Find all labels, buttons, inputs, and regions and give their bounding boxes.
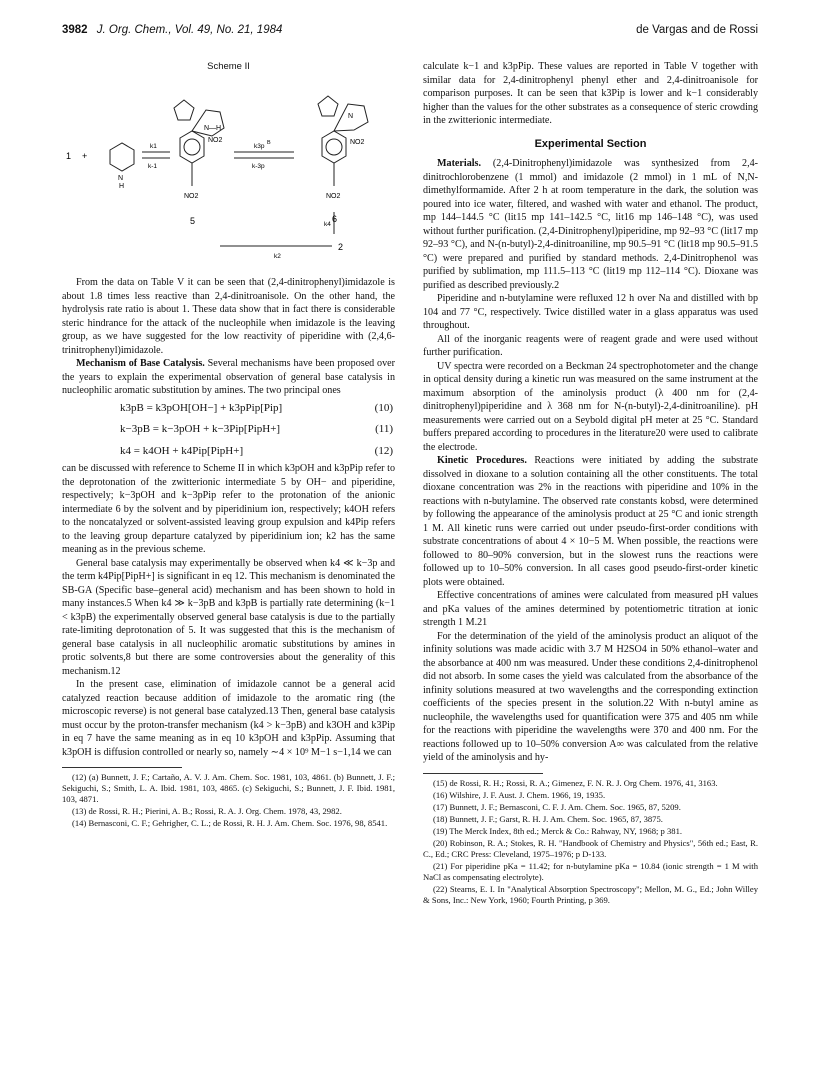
compound-2-label: 2 <box>338 241 344 252</box>
piperidine-h-label: H <box>119 182 125 190</box>
para-no2-6-label: NO2 <box>326 192 341 200</box>
author-line: de Vargas and de Rossi <box>636 24 758 36</box>
footnote: (20) Robinson, R. A.; Stokes, R. H. "Handbook of Chemistry and Physics", 56th ed.; East, R. C., Ed.; CRC Press: Cleveland, 1975–1976; p D-133. <box>423 837 758 859</box>
equation-12: k4 = k4OH + k4Pip[PipH+] (12) <box>120 444 393 457</box>
paragraph: General base catalysis may experimentally be observed when k4 ≪ k−3p and the term k4Pip[PipH+] is significant in eq 12. This mechanism is denominated the SB-GA (Specific base–general acid) mechanism and has been shown to hold in many instances.5 When k4 ≫ k−3pB and k3pB is partially rate determining (k−1 < k3pB) the experimentally observed general base catalysis is due to the partially rate-limiting deprotonation of 5. It was suggested that this is the mechanism of general base catalysis in all nucleophilic aromatic substitutions by amines in protic solvents,8 but there are some controversies about the generality of this mechanism.12 <box>62 557 395 677</box>
subsection-runin-heading: Materials. <box>437 158 482 169</box>
compound-5-label: 5 <box>190 215 196 226</box>
rate-k-minus3p-label: k-3p <box>252 162 265 170</box>
subsection-runin-heading: Kinetic Procedures. <box>437 455 527 466</box>
para-no2-5-label: NO2 <box>184 192 199 200</box>
footnote: (22) Stearns, E. I. In "Analytical Absorption Spectroscopy"; Mellon, M. G., Ed.; John Willey & Sons, Inc.: New York, 1960; Fourth Printing, p 369. <box>423 883 758 905</box>
rate-k3p-label: k3p <box>254 142 265 150</box>
intermediate-nh-label: N—H <box>204 124 222 132</box>
compound-1-label: 1 <box>66 150 72 161</box>
section-runin-heading: Mechanism of Base Catalysis. <box>76 358 205 369</box>
paragraph: can be discussed with reference to Scheme II in which k3pOH and k3pPip refer to the deprotonation of the zwitterionic intermediate 5 by OH− and piperidine, respectively; k−3pOH and k−3pPip refer to the protonation of the anionic intermediate 6 by the solvent and by piperidinium ion, respectively; k4OH refers to the noncatalyzed or solvent-assisted leaving group expulsion and k4Pip refers to the leaving group departure catalyzed by piperidinium ion; k2 has the same meaning as in the previous scheme. <box>62 463 395 555</box>
footnote: (14) Bernasconi, C. F.; Gehrigher, C. L.; de Rossi, R. H. J. Am. Chem. Soc. 1976, 98, 8541. <box>72 818 388 828</box>
paragraph: From the data on Table V it can be seen that (2,4-dinitrophenyl)imidazole is about 1.8 times less reactive than 2,4-dinitroanisole. On the other hand, the hydrolysis rate ratio is about 1. These data show that in fact there is considerable steric hindrance for the attack of the nucleophile when imidazole is the leaving group, as we have suggested for the low reactivity of piperidine with (2,4,6-trinitrophenyl)imidazole. <box>62 277 395 356</box>
paragraph: Mechanism of Base Catalysis. Several mechanisms have been proposed over the years to explain the experimental observation of general base catalysis in nucleophilic aromatic substitution by amines. The two principal ones <box>62 358 395 396</box>
rate-k-minus1-label: k-1 <box>148 162 158 170</box>
rate-k4-label: k4 <box>324 220 331 228</box>
ortho-no2-5-label: NO2 <box>208 136 223 144</box>
journal-citation: J. Org. Chem., Vol. 49, No. 21, 1984 <box>96 24 283 36</box>
paragraph: Materials. (2,4-Dinitrophenyl)imidazole was synthesized from 2,4-dinitrochlorobenzene (1 mmol) and imidazole (2 mmol) in 1 mL of N,N-dimethylformamide. After 2 h at room temperature in the dark, the solution was poured into ice water, filtered, and washed with water and ethanol. The product, mp 144–144.5 °C (lit15 mp 141–142.5 °C, lit16 mp 146–148 °C), was used without further purification. (2,4-Dinitrophenyl)piperidine, mp 92–93 °C (lit17 mp 92–93 °C), and N-(n-butyl)-2,4-dinitroaniline, mp 90.5–91 °C (lit18 mp 90.5–91.5 °C) were prepared and purified by standard methods. 2,4-Dinitrophenol was purified by sublimation, mp 111.5–113 °C (lit19 mp 112–114 °C). Dioxane was purified as described previously.2 <box>423 158 758 291</box>
paragraph: In the present case, elimination of imidazole cannot be a general acid catalyzed reaction because addition of imidazole to the aromatic ring (the microscopic reverse) is not general base catalyzed.13 Then, general base catalysis must occur by the proton-transfer mechanism (k4 > k−3pB) and k3OH and k3Pip in eq 7 have the same meaning as in eq 10 k3pOH and k3pPip. Assuming that k3pOH is diffusion controlled or nearly so, namely ∼4 × 10⁹ M−1 s−1,14 we can <box>62 679 395 758</box>
ortho-no2-6-label: NO2 <box>350 138 365 146</box>
plus-sign: + <box>82 150 88 161</box>
rate-k2-label: k2 <box>274 252 281 260</box>
compound-6-label: 6 <box>332 213 338 224</box>
right-column <box>423 60 758 907</box>
footnote: (17) Bunnett, J. F.; Bernasconi, C. F. J. Am. Chem. Soc. 1965, 87, 5209. <box>433 801 681 812</box>
piperidine-n-label: N <box>118 174 124 182</box>
paragraph: All of the inorganic reagents were of reagent grade and were used without further purification. <box>423 333 758 358</box>
intermediate-n-label: N <box>348 112 354 120</box>
rate-k3p-superscript: B <box>267 139 271 146</box>
paragraph: UV spectra were recorded on a Beckman 24 spectrophotometer and the change in optical density during a kinetic run was measured on the same instrument at the maximum absorption of the aminolysis product (λ 400 nm for (2,4-dinitrophenyl)piperidine and λ 368 nm for N-(n-butyl)-2,4-dinitroaniline). pH measurements were carried out on a Seybold digital pH meter at 25 °C. Standard buffers prepared according to procedures in the literature20 were used to calibrate the electrode. <box>423 360 758 453</box>
left-column <box>62 60 395 830</box>
footnote: (16) Wilshire, J. F. Aust. J. Chem. 1966, 19, 1935. <box>433 789 606 800</box>
section-heading: Experimental Section <box>534 137 647 150</box>
scheme-title: Scheme II <box>207 61 250 72</box>
footnote-divider <box>423 773 543 774</box>
footnote: (21) For piperidine pKa = 11.42; for n-butylamine pKa = 10.84 (ionic strength = 1 M with NaCl as compensating electrolyte). <box>423 860 758 882</box>
paragraph: Effective concentrations of amines were calculated from measured pH values and pKa values of the amines determined by potentiometric titration at ionic strength 1 M.21 <box>423 590 758 628</box>
footnote: (13) de Rossi, R. H.; Pierini, A. B.; Rossi, R. A. J. Org. Chem. 1978, 43, 2982. <box>72 806 342 816</box>
reaction-scheme-diagram <box>62 74 395 270</box>
paragraph: For the determination of the yield of the aminolysis product an aliquot of the infinity solutions was made acidic with 3.7 M H2SO4 in 50% ethanol–water and the absorbance at 400 nm was measured. Under these conditions 2,4-dinitrophenol did not absorb. In some cases the yield was calculated from the absorbance of the infinity solutions measured at two wavelengths and the corresponding extinction coefficients of the species present in the solution.22 With n-butyl amine as nucleophile, the wavelengths used for quantification were 375 and 405 nm while for the reactions with piperidine the wavelengths were 370 and 400 nm. For the reactions followed up to 10–50% conversion A∞ was calculated from the relative yield of the aminolysis and hy- <box>423 630 758 763</box>
rate-k1-label: k1 <box>150 142 157 150</box>
footnote-divider <box>62 767 182 768</box>
scheme-ii <box>62 60 395 270</box>
equation-10: k3pB = k3pOH[OH−] + k3pPip[Pip] (10) <box>120 401 393 414</box>
footnote: (12) (a) Bunnett, J. F.; Cartaño, A. V. J. Am. Chem. Soc. 1981, 103, 4861. (b) Bunnett, J. F.; Sekiguchi, S.; Smith, L. A. Ibid. 1981, 103, 4865. (c) Sekiguchi, S.; Bunnett, J. F. Ibid. 1981, 103, 4871. <box>62 772 395 804</box>
paragraph: calculate k−1 and k3pPip. These values are reported in Table V together with similar data for 2,4-dinitrophenyl phenyl ether and 2,4-dinitroanisole for comparison purposes. It can be seen that k3Pip is lower and k−1 considerably higher than the values for the other substrates as a consequence of steric crowding in the zwitterionic intermediate. <box>423 61 758 126</box>
paragraph: Piperidine and n-butylamine were refluxed 12 h over Na and distilled with bp 104 and 77 °C, respectively. Twice distilled water in a glass apparatus was used throughout. <box>423 293 758 331</box>
footnotes-right <box>423 778 758 906</box>
footnote: (19) The Merck Index, 8th ed.; Merck & Co.: Rahway, NY, 1968; p 381. <box>433 825 683 836</box>
paragraph: Kinetic Procedures. Reactions were initiated by adding the substrate dissolved in dioxane to a solution containing all the other constituents. The total dioxane concentration was 2% in the reactions with piperidine and 10% in the reactions with n-butylamine. The observed rate constants kobsd, were determined by following the appearance of the aminolysis product at 25 °C and ionic strength 1 M. All kinetic runs were carried out under pseudo-first-order conditions with substrate concentrations of about 4 × 10−5 M. When possible, the reactions were followed to 80–90% conversion, but in the slowest runs the reactions were followed up to 10–50% conversion. In all cases good pseudo-first-order kinetic plots were obtained. <box>423 455 758 588</box>
running-header <box>62 24 758 44</box>
equation-11: k−3pB = k−3pOH + k−3Pip[PipH+] (11) <box>120 423 393 435</box>
footnotes-left <box>62 772 395 829</box>
footnote: (15) de Rossi, R. H.; Rossi, R. A.; Gimenez, F. N. R. J. Org Chem. 1976, 41, 3163. <box>433 777 718 788</box>
footnote: (18) Bunnett, J. F.; Garst, R. H. J. Am. Chem. Soc. 1965, 87, 3875. <box>433 813 663 824</box>
page-number: 3982 <box>62 24 88 36</box>
